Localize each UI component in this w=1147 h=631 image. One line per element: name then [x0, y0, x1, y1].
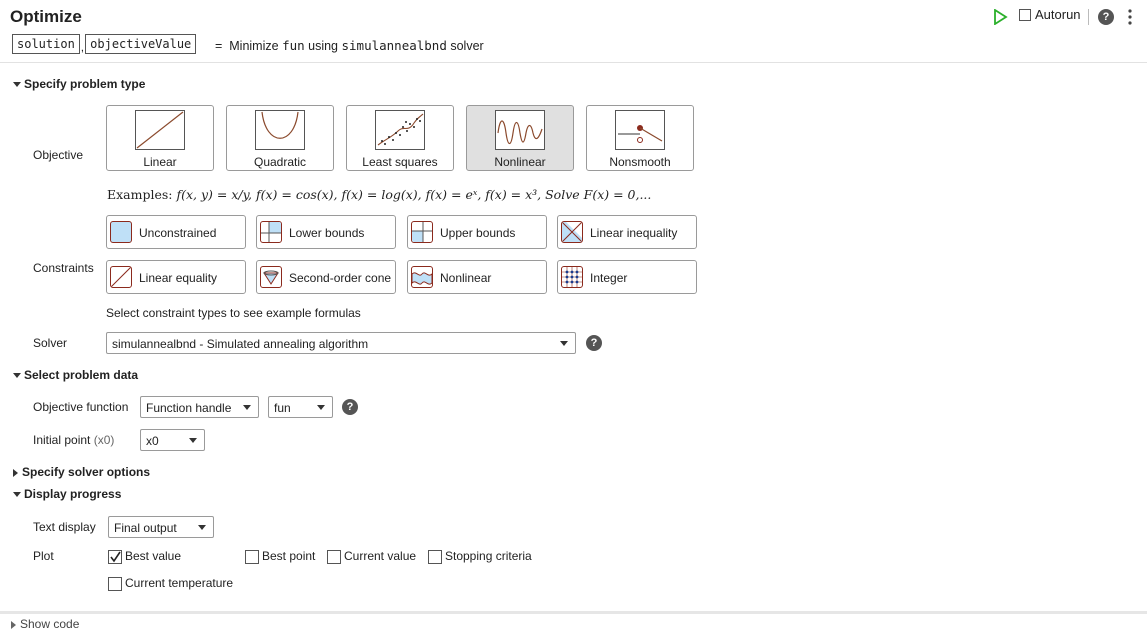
chevron-down-icon — [198, 525, 206, 530]
objective-label: Objective — [33, 148, 84, 162]
nonsmooth-icon — [615, 110, 665, 150]
chevron-down-icon — [243, 405, 251, 410]
checkmark-icon — [109, 551, 121, 563]
constraint-hint: Select constraint types to see example formulas — [106, 306, 361, 320]
toolbar-divider — [1088, 9, 1089, 25]
desc-minimize: Minimize — [229, 39, 279, 53]
desc-fun: fun — [282, 38, 305, 53]
plot-current-temperature-checkbox[interactable] — [108, 577, 122, 591]
play-icon — [992, 9, 1008, 25]
plot-stopping-criteria-label: Stopping criteria — [445, 549, 532, 563]
objective-least-squares-button[interactable]: Least squares — [346, 105, 454, 171]
linear-icon — [135, 110, 185, 150]
objective-linear-button[interactable]: Linear — [106, 105, 214, 171]
task-description — [215, 38, 484, 53]
page-title: Optimize — [10, 7, 82, 26]
collapse-icon — [13, 492, 21, 497]
objective-function-type-dropdown[interactable]: Function handle — [140, 396, 259, 418]
output-variables: solution , objectiveValue — [12, 34, 196, 54]
constraint-linear-inequality-button[interactable]: Linear inequality — [557, 215, 697, 249]
nonlinear-icon — [495, 110, 545, 150]
constraint-integer-button[interactable]: Integer — [557, 260, 697, 294]
chevron-down-icon — [317, 405, 325, 410]
second-order-cone-icon — [260, 266, 282, 288]
constraint-second-order-cone-button[interactable]: Second-order cone — [256, 260, 396, 294]
objective-function-dropdown[interactable]: fun — [268, 396, 333, 418]
plot-best-point-checkbox[interactable] — [245, 550, 259, 564]
plot-current-value-checkbox[interactable] — [327, 550, 341, 564]
examples-label: Examples: — [107, 187, 173, 202]
integer-icon — [561, 266, 583, 288]
autorun-label: Autorun — [1035, 7, 1081, 22]
linear-inequality-icon — [561, 221, 583, 243]
plot-stopping-criteria-checkbox[interactable] — [428, 550, 442, 564]
solver-help-icon[interactable]: ? — [586, 335, 602, 351]
examples-text — [107, 187, 651, 202]
linear-equality-icon — [110, 266, 132, 288]
objective-help-icon[interactable]: ? — [342, 399, 358, 415]
equals-sign: = — [215, 39, 223, 53]
section-problem-data[interactable]: Select problem data — [13, 368, 138, 382]
run-button[interactable] — [992, 9, 1008, 25]
constraint-unconstrained-button[interactable]: Unconstrained — [106, 215, 246, 249]
output-solution[interactable]: solution — [12, 34, 80, 54]
text-display-dropdown[interactable]: Final output — [108, 516, 214, 538]
show-code-toggle[interactable]: Show code — [11, 617, 79, 631]
constraint-lower-bounds-button[interactable]: Lower bounds — [256, 215, 396, 249]
section-problem-type[interactable]: Specify problem type — [13, 77, 145, 91]
text-display-label: Text display — [33, 520, 96, 534]
expand-icon — [13, 469, 18, 477]
desc-solver: simulannealbnd — [341, 38, 447, 53]
header-divider — [0, 62, 1147, 63]
examples-formula: f(x, y) = x/y, f(x) = cos(x), f(x) = log(x), f(x) = eˣ, f(x) = x³, Solve F(x) = 0,... — [176, 187, 652, 202]
collapse-icon — [13, 82, 21, 87]
plot-current-value-label: Current value — [344, 549, 417, 563]
constraint-linear-equality-button[interactable]: Linear equality — [106, 260, 246, 294]
section-display-progress[interactable]: Display progress — [13, 487, 121, 501]
objective-function-label: Objective function — [33, 400, 129, 414]
help-icon[interactable]: ? — [1098, 9, 1114, 25]
least-squares-icon — [375, 110, 425, 150]
expand-icon — [11, 621, 16, 629]
collapse-icon — [13, 373, 21, 378]
objective-nonlinear-button[interactable]: Nonlinear — [466, 105, 574, 171]
plot-best-value-checkbox[interactable] — [108, 550, 122, 564]
output-objective-value[interactable]: objectiveValue — [85, 34, 196, 54]
constraint-nonlinear-button[interactable]: Nonlinear — [407, 260, 547, 294]
desc-using: using — [308, 39, 339, 53]
plot-best-value-label: Best value — [125, 549, 182, 563]
autorun-checkbox[interactable] — [1019, 9, 1031, 21]
desc-solver-word: solver — [450, 39, 484, 53]
objective-nonsmooth-button[interactable]: Nonsmooth — [586, 105, 694, 171]
lower-bounds-icon — [260, 221, 282, 243]
unconstrained-icon — [110, 221, 132, 243]
chevron-down-icon — [189, 438, 197, 443]
plot-current-temperature-label: Current temperature — [125, 576, 234, 590]
solver-dropdown[interactable]: simulannealbnd - Simulated annealing algorithm — [106, 332, 576, 354]
quadratic-icon — [255, 110, 305, 150]
nonlinear-constraint-icon — [411, 266, 433, 288]
more-options-icon[interactable] — [1125, 8, 1135, 26]
initial-point-label: Initial point (x0) — [33, 433, 115, 447]
footer-divider — [0, 611, 1147, 614]
plot-best-point-label: Best point — [262, 549, 316, 563]
solver-label: Solver — [33, 336, 68, 350]
chevron-down-icon — [560, 341, 568, 346]
initial-point-dropdown[interactable]: x0 — [140, 429, 205, 451]
section-solver-options[interactable]: Specify solver options — [13, 465, 150, 479]
plot-label: Plot — [33, 549, 54, 563]
objective-quadratic-button[interactable]: Quadratic — [226, 105, 334, 171]
constraints-label: Constraints — [33, 261, 94, 275]
upper-bounds-icon — [411, 221, 433, 243]
constraint-upper-bounds-button[interactable]: Upper bounds — [407, 215, 547, 249]
